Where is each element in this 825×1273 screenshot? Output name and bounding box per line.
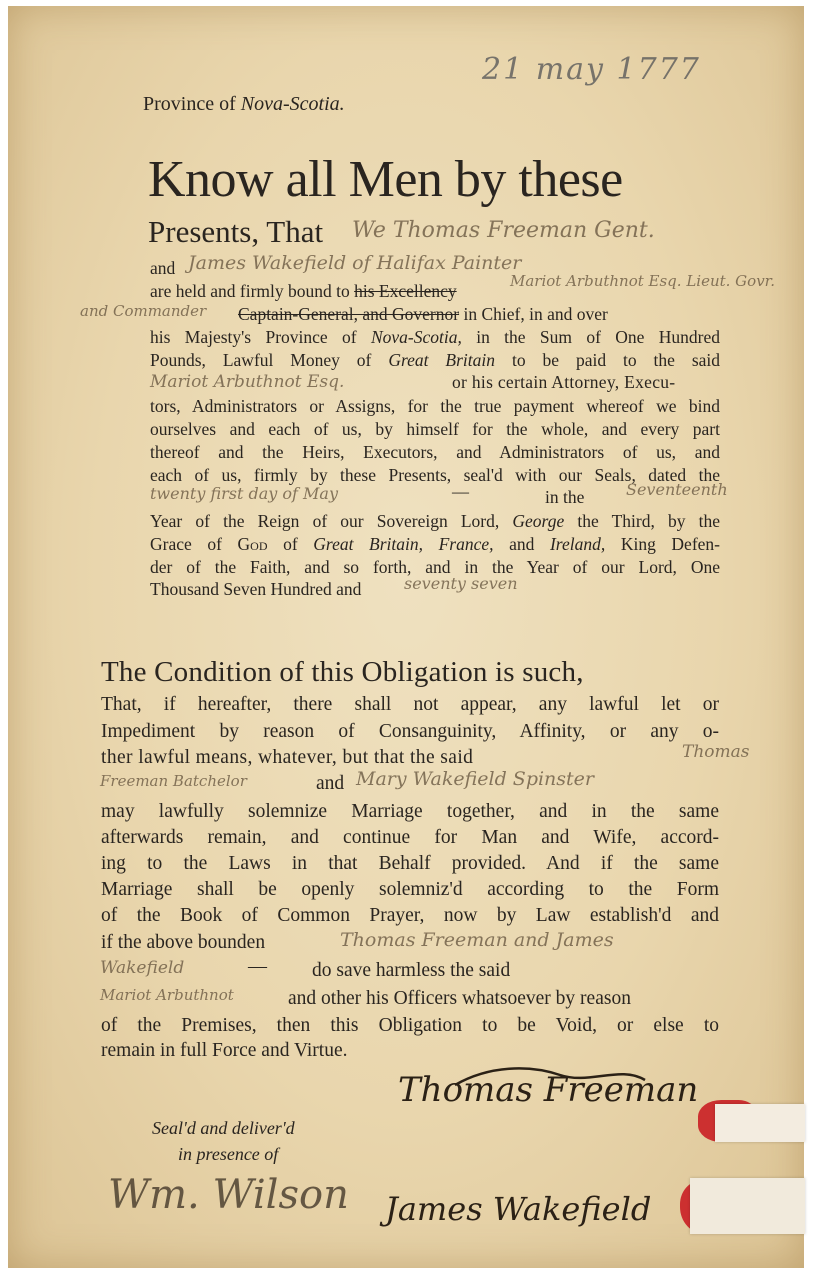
bond-line-majesty [150,326,720,348]
bond-heading: Know all Men by these [148,151,623,208]
bond-line-tors: tors, Administrators or Assigns, for the true payment whereof we bind [150,396,720,416]
condition-line-2: Impediment by reason of Consanguinity, Affinity, or any o- [101,721,719,742]
held-bound-text: are held and firmly bound to [150,281,350,301]
obligors-handwriting: We Thomas Freeman Gent. [352,218,655,243]
condition-line-12: of the Premises, then this Obligation to be Void, or else to [101,1015,719,1036]
condition-line-11: and other his Officers whatsoever by reason [288,988,631,1009]
condition-line-7: Marriage shall be openly solemniz'd according to the Form [101,879,719,900]
text-span: to be paid to the said [511,350,721,370]
bond-line-thousand: Thousand Seven Hundred and [150,579,362,599]
in-the-label: in the [545,487,585,507]
dash-mark: — [452,482,469,501]
bond-line-grace [150,533,720,555]
seal-paper-top [715,1104,805,1142]
witness-line-2: in presence of [178,1144,279,1164]
text-span: Ireland, [549,534,606,554]
obligor2-handwriting: James Wakefield of Halifax Painter [188,252,522,274]
text-span: God [237,534,268,554]
captain-general-struck: Captain-General, and Governor [238,304,460,324]
text-span: his Majesty's Province of [150,327,357,347]
text-span: Great Britain [388,350,496,370]
text-span: and [509,534,535,554]
text-span: King Defen- [620,534,720,554]
province-line [143,93,345,116]
bond-line-pounds [150,349,720,371]
province-name: Nova-Scotia. [240,93,345,115]
bond-line-thereof: thereof and the Heirs, Executors, and Administrators of us, and [150,442,720,462]
condition-line-3: ther lawful means, whatever, but that the said [101,747,474,768]
bond-line-defender: der of the Faith, and so forth, and in the Year of our Lord, One [150,557,720,577]
text-span: in the Sum of One Hundred [476,327,721,347]
condition-line-6: ing to the Laws in that Behalf provided. And if the same [101,853,719,874]
seal-paper-bottom [690,1178,805,1234]
condition-and-label: and [316,773,345,794]
condition-line-1: That, if hereafter, there shall not appear, any lawful let or [101,694,719,715]
archive-date-note: 21 may 1777 [482,52,701,87]
witness-signature: Wm. Wilson [108,1172,349,1218]
bond-line-ourselves: ourselves and each of us, by himself for the whole, and every part [150,419,720,439]
bond-line-year [150,510,720,532]
dash-mark: — [248,956,267,977]
wakefield-signature: James Wakefield [385,1190,652,1228]
text-span: Great Britain, France, [313,534,494,554]
groom-handwriting-1: Thomas [682,742,750,762]
condition-line-4: may lawfully solemnize Marriage together, and in the same [101,801,719,822]
text-span: Grace of [150,534,222,554]
bride-handwriting: Mary Wakefield Spinster [356,768,595,790]
his-excellency-struck: his Excellency [354,281,457,301]
text-span: Pounds, Lawful Money of [150,350,372,370]
bond-line-attorney: or his certain Attorney, Execu- [452,372,676,392]
groom-handwriting-2: Freeman Batchelor [100,772,247,790]
and-label: and [150,258,176,278]
bounden-handwriting-2: Wakefield [100,958,185,978]
freeman-signature: Thomas Freeman [398,1070,699,1110]
condition-line-9: if the above bounden [101,932,266,953]
condition-heading: The Condition of this Obligation is such, [101,656,584,688]
condition-line-8: of the Book of Common Prayer, now by Law establish'd and [101,905,719,926]
payee-handwriting: Mariot Arbuthnot Esq. [150,372,345,392]
in-chief-text: in Chief, in and over [463,304,608,324]
day-handwriting: twenty first day of May [150,484,339,503]
text-span: George [512,511,565,531]
freeman-signature-flourish [450,1060,650,1090]
held-bound-line [150,281,457,302]
year-handwriting: seventy seven [404,574,518,593]
presents-that: Presents, That [148,214,324,249]
captain-general-line [238,304,608,325]
text-span: Year of the Reign of our Sovereign Lord, [150,511,500,531]
text-span: the Third, by the [577,511,720,531]
regnal-year-handwriting: Seventeenth [626,480,728,499]
condition-line-13: remain in full Force and Virtue. [101,1040,348,1061]
bounden-handwriting: Thomas Freeman and James [340,929,614,951]
bond-line-each: each of us, firmly by these Presents, seal'd with our Seals, dated the [150,465,720,485]
condition-line-5: afterwards remain, and continue for Man and Wife, accord- [101,827,719,848]
condition-line-10: do save harmless the said [312,960,511,981]
text-span: Nova-Scotia, [370,327,462,347]
province-prefix: Province of [143,93,241,115]
text-span: of [283,534,298,554]
witness-line-1: Seal'd and deliver'd [152,1118,295,1138]
officer-handwriting: Mariot Arbuthnot [100,986,234,1004]
lt-governor-handwriting: Mariot Arbuthnot Esq. Lieut. Govr. [510,272,775,290]
commander-handwriting: and Commander [80,302,207,320]
